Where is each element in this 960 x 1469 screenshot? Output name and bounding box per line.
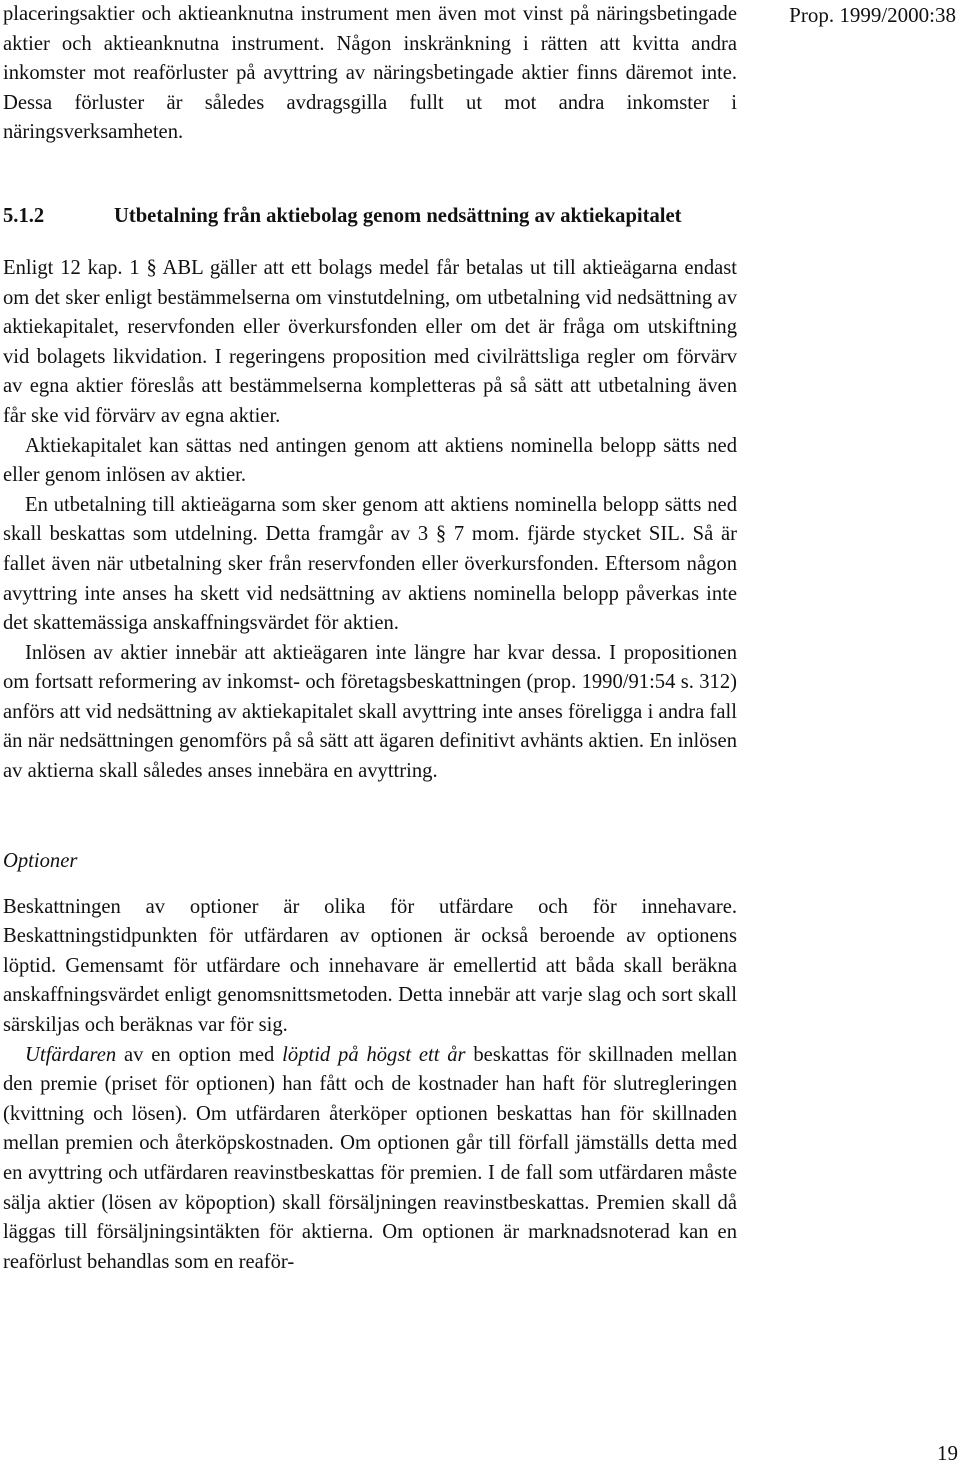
emphasis-utfardaren: Utfärdaren [25,1043,117,1066]
emphasis-loptid: löptid på högst ett år [282,1043,466,1066]
subheading-optioner: Optioner [3,849,78,872]
section-heading [3,202,737,230]
running-head: Prop. 1999/2000:38 [789,3,956,27]
paragraph-abl: Enligt 12 kap. 1 § ABL gäller att ett bolags medel får betalas ut till aktieägarna endast om det sker enligt bestämmelserna om vinstutdelning, om utbetalning vid nedsättning av aktiekapitalet, reservfonden eller överkursfonden eller om det är fråga om utskiftning vid bolagets likvidation. I regeringens proposition med civilrättsliga regler om förvärv av egna aktier föreslås att bestämmelserna kompletteras på så sätt att utbetalning även får ske vid förvärv av egna aktier. [3,256,737,427]
section-number: 5.1.2 [3,204,45,227]
body-column [3,0,737,1277]
section-title: Utbetalning från aktiebolag genom nedsättning av aktiekapitalet [114,204,682,227]
page-number: 19 [937,1441,958,1465]
paragraph-utfardaren [3,1041,737,1278]
text-run: av en option med [116,1043,283,1066]
paragraph-inlosen: Inlösen av aktier innebär att aktieägaren inte längre har kvar dessa. I propositionen om fortsatt reformering av inkomst- och företagsbeskattningen (prop. 1990/91:54 s. 312) anförs att vid nedsättning av aktiekapitalet skall avyttring inte anses föreligga i andra fall än när nedsättningen genomförs på så sätt att ägaren definitivt avhänts aktien. En inlösen av aktierna skall således anses innebära en avyttring. [3,641,737,783]
text-run: beskattas för skillnaden mellan den premie (priset för optionen) han fått och de kostnader han haft för slutregleringen (kvittning och lösen). Om utfärdaren återköper optionen beskattas han för skillnaden mellan premien och återköpskostnaden. Om optionen går till förfall jämställs detta med en avyttring och utfärdaren reavinstbeskattas för premien. I de fall som utfärdaren måste sälja aktier (lösen av köpoption) skall försäljningen reavinstbeskattas. Premien skall då läggas till försäljningsintäkten för aktierna. Om optionen är marknadsnoterad kan en reaförlust behandlas som en reaför- [3,1043,737,1273]
paragraph-beskattning-optioner: Beskattningen av optioner är olika för utfärdare och för innehavare. Beskattningstidpunkten för utfärdaren av optionen är också beroende av optionens löptid. Gemensamt för utfärdare och innehavare är emellertid att båda skall beräkna anskaffningsvärdet enligt genomsnittsmetoden. Detta innebär att varje slag och sort skall särskiljas och beräknas var för sig. [3,895,737,1037]
paragraph-continued: placeringsaktier och aktieanknutna instrument men även mot vinst på näringsbetingade aktier och aktieanknutna instrument. Någon inskränkning i rätten att kvitta andra inkomster mot reaförluster på avyttring av näringsbetingade aktier finns däremot inte. Dessa förluster är således avdragsgilla fullt ut mot andra inkomster i näringsverksamheten. [3,3,737,144]
paragraph-aktiekapital: Aktiekapitalet kan sättas ned antingen genom att aktiens nominella belopp sätts ned eller genom inlösen av aktier. [3,434,737,487]
paragraph-utbetalning: En utbetalning till aktieägarna som sker genom att aktiens nominella belopp sätts ned skall beskattas som utdelning. Detta framgår av 3 § 7 mom. fjärde stycket SIL. Så är fallet även när utbetalning sker från reservfonden eller överkursfonden. Eftersom någon avyttring inte anses ha skett vid nedsättning av aktiens nominella belopp påverkas inte det skattemässiga anskaffningsvärdet för aktien. [3,493,737,635]
